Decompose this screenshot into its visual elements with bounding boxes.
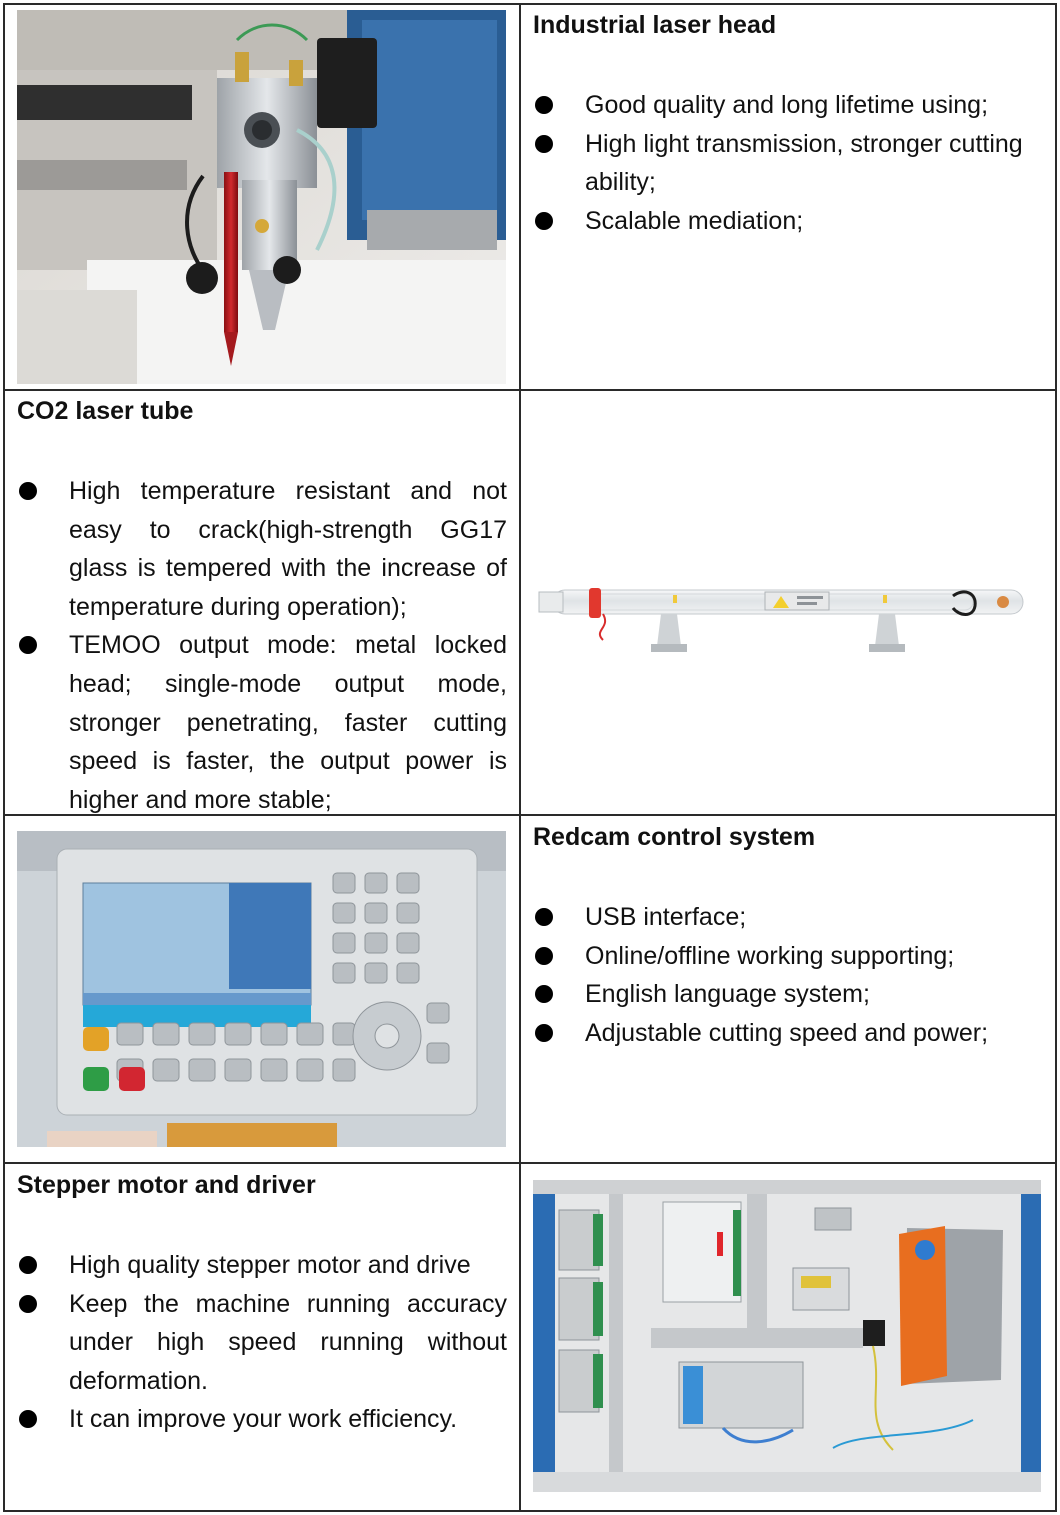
feature-list	[17, 1246, 507, 1439]
section-title: Redcam control system	[533, 823, 816, 851]
list-item: Online/offline working supporting;	[533, 937, 1038, 976]
co2-laser-tube-photo	[533, 578, 1033, 658]
laser-head-photo	[17, 10, 506, 384]
section-title: Industrial laser head	[533, 11, 777, 39]
row-divider	[3, 1162, 1057, 1164]
electrical-cabinet-photo	[533, 1180, 1041, 1492]
section-title: Stepper motor and driver	[17, 1171, 316, 1199]
feature-list	[533, 898, 1038, 1052]
list-item: USB interface;	[533, 898, 1038, 937]
list-item: Scalable mediation;	[533, 202, 1038, 241]
list-item: Keep the machine running accuracy under high speed running without deformation.	[17, 1285, 507, 1401]
control-panel-photo	[17, 831, 506, 1147]
list-item: TEMOO output mode: metal locked head; single-mode output mode, stronger penetrating, faster cutting speed is faster, the output power is higher and more stable;	[17, 626, 507, 819]
section-co2-tube	[17, 396, 507, 819]
section-laser-head	[533, 10, 1038, 240]
list-item: Good quality and long lifetime using;	[533, 86, 1038, 125]
feature-list	[17, 472, 507, 819]
table-border-left	[3, 3, 5, 1512]
table-border-top	[3, 3, 1057, 5]
section-control-system	[533, 822, 1038, 1052]
list-item: English language system;	[533, 975, 1038, 1014]
section-stepper-motor	[17, 1170, 507, 1439]
list-item: High quality stepper motor and drive	[17, 1246, 507, 1285]
list-item: Adjustable cutting speed and power;	[533, 1014, 1038, 1053]
list-item: High temperature resistant and not easy to crack(high-strength GG17 glass is tempered with the increase of temperature during operation);	[17, 472, 507, 626]
row-divider	[3, 389, 1057, 391]
list-item: High light transmission, stronger cutting ability;	[533, 125, 1038, 202]
column-divider	[519, 3, 521, 1512]
section-title: CO2 laser tube	[17, 397, 194, 425]
feature-list	[533, 86, 1038, 240]
list-item: It can improve your work efficiency.	[17, 1400, 507, 1439]
table-border-bottom	[3, 1510, 1057, 1512]
table-border-right	[1055, 3, 1057, 1512]
